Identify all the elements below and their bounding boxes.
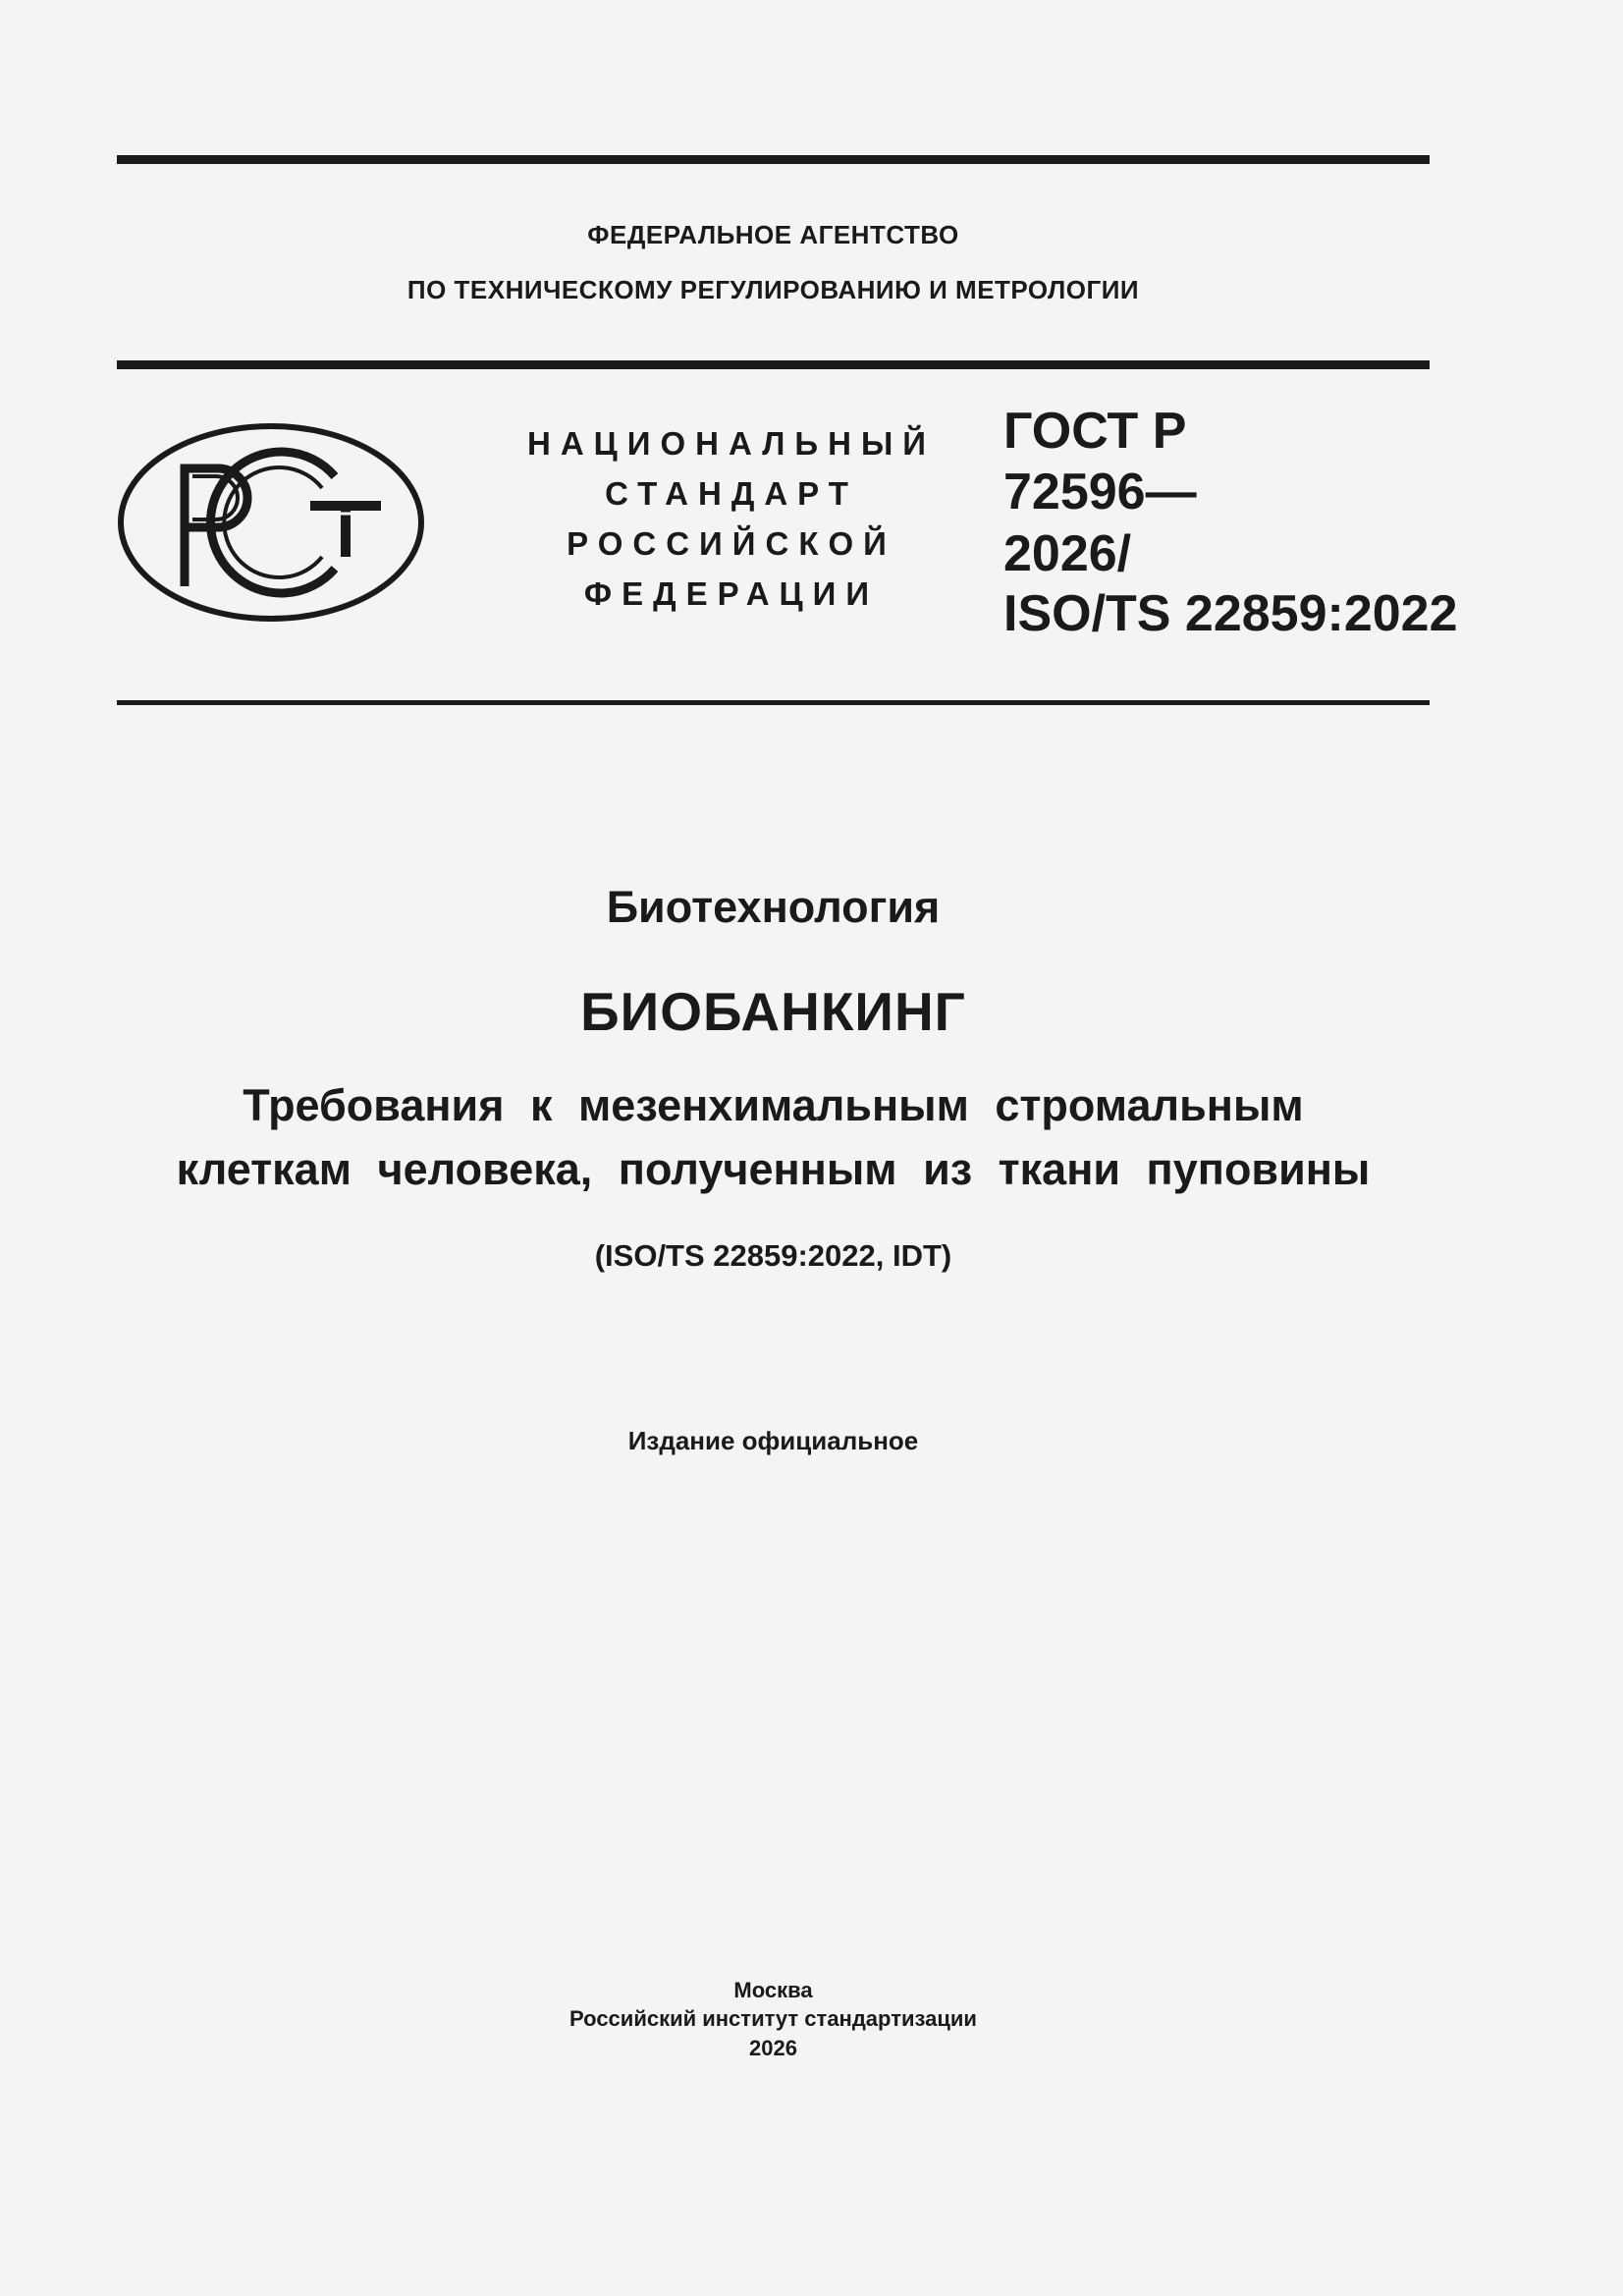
designation-rule (117, 700, 1430, 705)
designation-line-2: 72596— (1003, 464, 1197, 520)
national-standard-line-1: НАЦИОНАЛЬНЫЙ (527, 425, 936, 462)
rst-logo-icon (114, 419, 428, 626)
national-standard-line-2: СТАНДАРТ (605, 475, 858, 512)
designation-line-4: ISO/TS 22859:2022 (1003, 585, 1458, 642)
national-standard-line-3: РОССИЙСКОЙ (567, 525, 896, 562)
document-subtitle-line-1: Требования к мезенхимальным стромальным (243, 1080, 1304, 1130)
iso-reference: (ISO/TS 22859:2022, IDT) (594, 1238, 952, 1273)
agency-name-line-2: ПО ТЕХНИЧЕСКОМУ РЕГУЛИРОВАНИЮ И МЕТРОЛОГИИ (406, 275, 1140, 304)
document-title: БИОБАНКИНГ (580, 981, 966, 1042)
document-subject: Биотехнология (606, 882, 941, 932)
designation-line-3: 2026/ (1003, 525, 1132, 582)
imprint-city: Москва (733, 1978, 813, 2002)
agency-name-line-1: ФЕДЕРАЛЬНОЕ АГЕНТСТВО (587, 220, 959, 249)
header-rule (117, 360, 1430, 369)
national-standard-line-4: ФЕДЕРАЦИИ (583, 575, 880, 612)
imprint-publisher: Российский институт стандартизации (569, 2006, 977, 2031)
document-subtitle-line-2: клеткам человека, полученным из ткани пуповины (176, 1144, 1371, 1194)
edition-label: Издание официальное (627, 1426, 919, 1455)
imprint-year: 2026 (749, 2036, 797, 2060)
top-rule (117, 155, 1430, 164)
designation-line-1: ГОСТ Р (1003, 403, 1187, 460)
